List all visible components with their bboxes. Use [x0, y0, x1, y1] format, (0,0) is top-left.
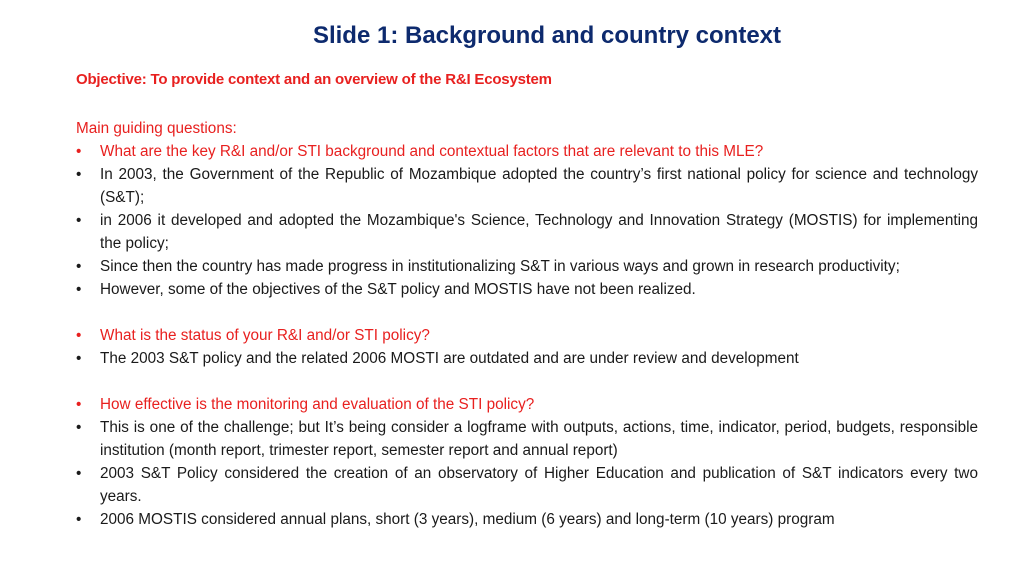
- spacer: [76, 370, 978, 393]
- question-1: • What are the key R&I and/or STI background and contextual factors that are relevant to this MLE?: [76, 140, 978, 163]
- section-3-list: [76, 393, 978, 531]
- section-2-list: [76, 324, 978, 370]
- list-item: • 2003 S&T Policy considered the creation of an observatory of Higher Education and publication of S&T indicators every two years.: [76, 462, 978, 508]
- question-3: • How effective is the monitoring and evaluation of the STI policy?: [76, 393, 978, 416]
- spacer: [76, 301, 978, 324]
- slide-title: Slide 1: Background and country context: [312, 22, 782, 49]
- slide-body: [76, 117, 978, 531]
- section-1-list: [76, 140, 978, 301]
- guiding-questions-heading: Main guiding questions:: [76, 120, 237, 137]
- objective-line: Objective: To provide context and an overview of the R&I Ecosystem: [76, 71, 552, 88]
- list-item: • This is one of the challenge; but It’s being consider a logframe with outputs, actions, time, indicator, period, budgets, responsible institution (month report, trimester report, semester report and annual report): [76, 416, 978, 462]
- question-2: • What is the status of your R&I and/or STI policy?: [76, 324, 978, 347]
- list-item: • 2006 MOSTIS considered annual plans, short (3 years), medium (6 years) and long-term (10 years) program: [76, 508, 978, 531]
- list-item: • However, some of the objectives of the S&T policy and MOSTIS have not been realized.: [76, 278, 978, 301]
- list-item: • in 2006 it developed and adopted the Mozambique's Science, Technology and Innovation Strategy (MOSTIS) for implementing the policy;: [76, 209, 978, 255]
- list-item: • In 2003, the Government of the Republic of Mozambique adopted the country’s first national policy for science and technology (S&T);: [76, 163, 978, 209]
- list-item: • Since then the country has made progress in institutionalizing S&T in various ways and grown in research productivity;: [76, 255, 978, 278]
- list-item: • The 2003 S&T policy and the related 2006 MOSTI are outdated and are under review and development: [76, 347, 978, 370]
